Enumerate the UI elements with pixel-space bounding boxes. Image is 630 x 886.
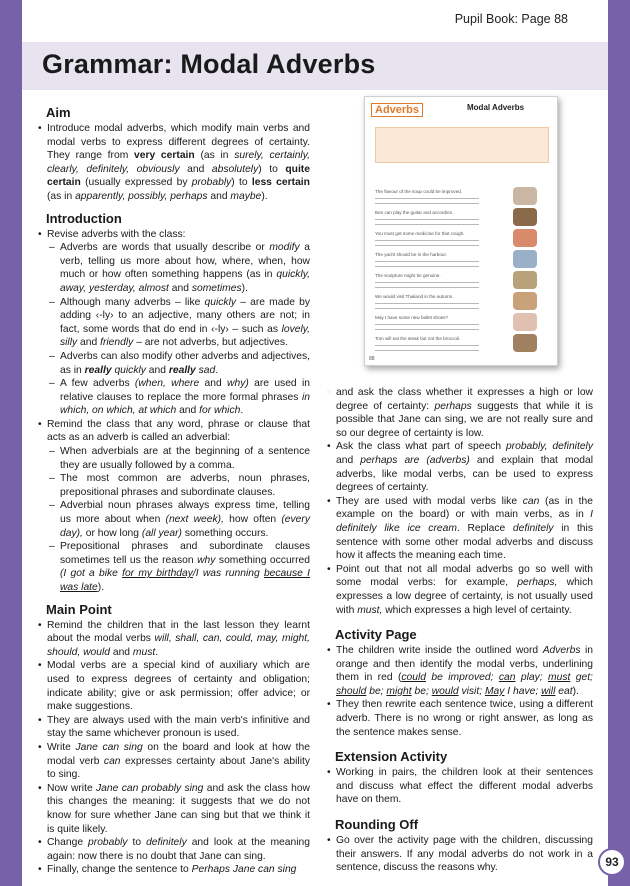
thumbnail-writing-line: [375, 282, 479, 283]
main-point-bullet-3: • They are always used with the main verb's infinitive and stay the same whichever pronoun is used.: [38, 714, 310, 741]
activity-page-thumbnail: [364, 96, 558, 366]
pupil-book-page-label: Pupil Book: Page 88: [454, 12, 568, 26]
main-point-bullet-5: • Now write Jane can probably sing and ask the class how this changes the meaning: it suggests that we do not know for sure whether Jane can sing but that we think it is quite likely.: [38, 782, 310, 836]
thumbnail-picture: [513, 187, 537, 205]
activity-bullet-2: • They then rewrite each sentence twice, using a different adverb. There is no wrong or right answer, as long as the sentence makes sense.: [327, 698, 593, 739]
intro-dash-6: – The most common are adverbs, noun phrases, prepositional phrases and subordinate clauses.: [38, 472, 310, 499]
thumbnail-picture: [513, 229, 537, 247]
thumbnail-sentence: The flavour of the soup could be improved.: [375, 189, 463, 194]
extension-bullet-1: • Working in pairs, the children look at their sentences and discuss what effect the different modal adverbs have on them.: [327, 766, 593, 807]
activity-bullet-1: • The children write inside the outlined word Adverbs in orange and then identify the modal verbs, underlining them in red (could be improved; can play; must get; should be; might be; would visit; May I have; will eat).: [327, 644, 593, 698]
thumbnail-picture: [513, 271, 537, 289]
right-purple-band: [608, 0, 630, 886]
main-point-bullet-9: • They are used with modal verbs like can (as in the example on the board) or with main verbs, as in I definitely like ice cream. Replace definitely in this sentence with some other modal adverbs and discuss how it affects the meaning each time.: [327, 495, 593, 563]
page-title: Grammar: Modal Adverbs: [42, 49, 376, 79]
aim-bullet: • Introduce modal adverbs, which modify main verbs and modal verbs to express different degrees of certainty. They range from very certain (as in surely, certainly, clearly, definitely, obviously and absolutely) to quite certain (usually expressed by probably) to less certain (as in apparently, possibly, perhaps and maybe).: [38, 122, 310, 204]
main-point-bullet-10: • Point out that not all modal adverbs go so well with some modal verbs: for example, perhaps, which expresses a low degree of certainty, is not usually used with must, which expresses a high level of certainty.: [327, 563, 593, 617]
thumbnail-picture: [513, 292, 537, 310]
thumbnail-writing-line: [375, 324, 479, 325]
thumbnail-writing-line: [375, 303, 479, 304]
thumbnail-writing-line: [375, 329, 479, 330]
main-point-bullet-8: • Ask the class what part of speech probably, definitely and perhaps are (adverbs) and explain that modal adverbs, like modal verbs, can be used to express degrees of certainty.: [327, 440, 593, 494]
extension-heading: Extension Activity: [335, 749, 448, 765]
thumbnail-writing-line: [375, 224, 479, 225]
thumbnail-sentence: Ben can play the guitar and accordion.: [375, 210, 454, 215]
main-point-bullet-1: • Remind the children that in the last lesson they learnt about the modal verbs will, shall, can, could, may, might, should, would and must.: [38, 619, 310, 660]
thumbnail-writing-line: [375, 198, 479, 199]
intro-dash-4: – A few adverbs (when, where and why) are used in relative clauses to replace the more formal phrases in which, on which, at which and for which.: [38, 377, 310, 418]
left-purple-band: [0, 0, 22, 886]
activity-page-heading: Activity Page: [335, 627, 417, 643]
thumbnail-word-box: [375, 127, 549, 163]
thumbnail-writing-line: [375, 240, 479, 241]
main-point-bullet-2: • Modal verbs are a special kind of auxiliary which are used to express degrees of certainty and obligation; indicate ability; give or ask permission; offer advice; or make suggestions.: [38, 659, 310, 713]
aim-heading: Aim: [46, 105, 71, 120]
thumbnail-sentence: May I have some new ballet shoes?: [375, 315, 449, 320]
intro-bullet-1: • Revise adverbs with the class:: [38, 228, 310, 242]
intro-dash-7: – Adverbial noun phrases always express time, telling us more about when (next week), how often (every day), or how long (all year) something occurs.: [38, 499, 310, 540]
thumbnail-writing-line: [375, 266, 479, 267]
thumbnail-page-number: 88: [369, 356, 375, 362]
main-point-bullet-7-cont: • • and ask the class whether it expresses a high or low degree of certainty: perhaps suggests that while it is possible that Jane can sing, we are not really sure and so our degree of certainty is low.: [327, 386, 593, 440]
thumbnail-sentence: Tom will eat the steak but not the broccoli.: [375, 336, 461, 341]
introduction-heading: Introduction: [46, 210, 122, 226]
thumbnail-sentence: The sculpture might be genuine.: [375, 273, 441, 278]
thumbnail-writing-line: [375, 308, 479, 309]
intro-dash-1: – Adverbs are words that usually describe or modify a verb, telling us more about how, where, when, how much or how often something happens (as in quickly, away, yesterday, almost and sometimes).: [38, 241, 310, 295]
main-point-bullet-4: • Write Jane can sing on the board and look at how the modal verb can expresses certainty about Jane's ability to sing.: [38, 741, 310, 782]
rounding-off-heading: Rounding Off: [335, 817, 419, 833]
thumbnail-picture: [513, 250, 537, 268]
thumbnail-picture: [513, 208, 537, 226]
thumbnail-writing-line: [375, 219, 479, 220]
rounding-off-bullet-1: • Go over the activity page with the children, discussing their answers. If any modal adverbs do not work in a sentence, discuss the reasons why.: [327, 834, 593, 875]
thumbnail-sentence: We would visit Thailand in the autumn.: [375, 294, 454, 299]
thumbnail-writing-line: [375, 287, 479, 288]
main-point-bullet-6: • Change probably to definitely and look at the meaning again: now there is no doubt that Jane can sing.: [38, 836, 310, 863]
intro-bullet-2: • Remind the class that any word, phrase or clause that acts as an adverb is called an adverbial:: [38, 418, 310, 445]
main-point-bullet-7: • Finally, change the sentence to Perhaps Jane can sing: [38, 863, 310, 877]
thumbnail-writing-line: [375, 345, 479, 346]
thumbnail-sentence: The yacht should be in the harbour.: [375, 252, 448, 257]
thumbnail-sentence: You must get some medicine for that cough.: [375, 231, 465, 236]
intro-dash-3: – Adverbs can also modify other adverbs and adjectives, as in really quickly and really sad.: [38, 350, 310, 377]
intro-dash-8: – Prepositional phrases and subordinate clauses sometimes tell us the reason why something occurred (I got a bike for my birthday/I was running because I was late).: [38, 540, 310, 594]
thumbnail-writing-line: [375, 350, 479, 351]
thumbnail-title: Modal Adverbs: [467, 103, 525, 112]
thumbnail-writing-line: [375, 203, 479, 204]
thumbnail-picture: [513, 313, 537, 331]
intro-dash-5: – When adverbials are at the beginning of a sentence they are usually followed by a comma.: [38, 445, 310, 472]
header-strip: [22, 0, 608, 42]
right-column: [327, 386, 593, 875]
thumbnail-picture: [513, 334, 537, 352]
left-column: [38, 105, 310, 877]
thumbnail-header: [365, 97, 557, 125]
thumbnail-writing-line: [375, 245, 479, 246]
thumbnail-adverbs-tag: Adverbs: [371, 103, 423, 117]
intro-dash-2: – Although many adverbs – like quickly – are made by adding ‹-ly› to an adjective, many others are not; in fact, some words that do end in ‹-ly› – such as lovely, silly and friendly – are not adverbs, but adjectives.: [38, 296, 310, 350]
page-number: 93: [598, 848, 626, 876]
main-point-heading: Main Point: [46, 601, 112, 617]
thumbnail-writing-line: [375, 261, 479, 262]
title-bar: [22, 42, 608, 90]
